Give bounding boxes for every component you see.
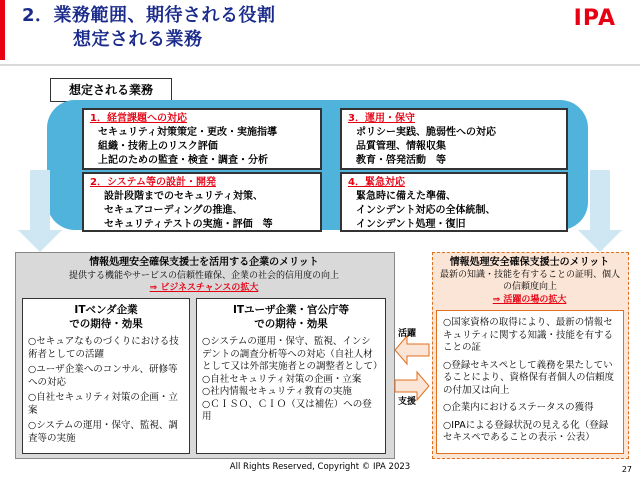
user-item: ○社内情報セキュリティ教育の実施 (202, 386, 352, 397)
task-line: 教育・啓発活動 等 (356, 155, 446, 166)
user-head2: での期待・効果 (254, 318, 328, 330)
left-arrow (395, 336, 429, 364)
page-number: 27 (621, 465, 632, 474)
company-merit-highlight-text: ⇒ ビジネスチャンスの拡大 (149, 283, 259, 293)
flow-arrows (0, 160, 640, 260)
task-line: インシデント対応の全体統制、 (356, 205, 496, 216)
title-line1: 2．業務範囲、期待される役割 (22, 5, 276, 26)
person-merit-title: 情報処理安全確保支援士のメリット (449, 257, 610, 268)
task-heading: 4．緊急対応 (348, 177, 405, 188)
header-divider (0, 64, 640, 66)
person-merit-box (436, 310, 624, 454)
task-line: 緊急時に備えた準備、 (356, 191, 456, 202)
person-merit-highlight-text: ⇒ 活躍の場の拡大 (492, 295, 567, 305)
user-item: ○システムの運用・保守、監視、インシデントの調査分析等への対応（自社人材として又は外部実施者との調整者として） (202, 336, 383, 372)
task-line: 上記のための監査・検査・調査・分析 (98, 155, 268, 166)
user-item: ○ＣＩＳＯ、ＣＩＯ（又は補佐）への登用 (202, 398, 372, 422)
task-heading: 3．運用・保守 (348, 113, 415, 124)
task-line: セキュアコーディングの推進、 (104, 205, 243, 216)
task-line: 設計段階までのセキュリティ対策、 (104, 191, 263, 202)
page-title (22, 4, 276, 52)
task-line: セキュリティ対策策定・更改・実施指導 (98, 127, 277, 138)
vendor-item: ○ユーザ企業へのコンサル、研修等への対応 (28, 364, 178, 388)
vendor-head1: ITベンダ企業 (74, 304, 138, 316)
user-box (196, 298, 386, 454)
person-item: ○国家資格の取得により、最新の情報セキュリティに関する知識・技能を有することの証 (443, 317, 614, 353)
active-label: 活躍 (398, 329, 417, 339)
task-line: 組織・技術上のリスク評価 (98, 141, 218, 152)
company-merit-desc: 提供する機能やサービスの信頼性確保、企業の社会的信用度の向上 (68, 271, 339, 281)
left-down-arrow (18, 170, 62, 252)
user-item: ○自社セキュリティ対策の企画・立案 (202, 373, 362, 385)
vendor-item: ○システムの運用・保守、監視、調査等の実施 (28, 420, 178, 444)
tasks-section-label: 想定される業務 (50, 78, 172, 102)
accent-bar (0, 0, 5, 60)
vendor-box (22, 298, 190, 454)
copyright: All Rights Reserved, Copyright © IPA 2023 (229, 462, 411, 472)
right-down-arrow (578, 170, 622, 252)
title-line2: 想定される業務 (73, 29, 203, 50)
person-item: ○IPAによる登録状況の見える化（登録セキスペであることの表示・公表） (443, 419, 609, 443)
support-label: 支援 (398, 397, 417, 407)
task-line: ポリシー実践、脆弱性への対応 (356, 127, 496, 138)
task-heading: 1．経営課題への対応 (90, 113, 187, 124)
vendor-item: ○セキュアなものづくりにおける技術者としての活躍 (28, 336, 179, 360)
company-merit-highlight (15, 282, 393, 294)
person-item: ○企業内におけるステータスの獲得 (443, 402, 594, 413)
person-merit-desc: 最新の知識・技能を有することの証明、個人の信頼度向上 (440, 270, 621, 292)
ipa-logo: IPA (573, 6, 616, 31)
task-line: インシデント処理・復旧 (356, 219, 466, 230)
vendor-head2: での期待・効果 (69, 318, 143, 330)
person-merit-highlight (432, 294, 627, 306)
task-line: セキュリティテストの実施・評価 等 (104, 219, 273, 230)
vendor-item: ○自社セキュリティ対策の企画・立案 (28, 392, 178, 416)
user-head1: ITユーザ企業・官公庁等 (232, 304, 350, 316)
person-item: ○登録セキスペとして義務を果たしていることにより、資格保有者個人の信頼度の付加又は向上 (443, 359, 615, 396)
task-heading: 2．システム等の設計・開発 (90, 177, 216, 188)
company-merit-title: 情報処理安全確保支援士を活用する企業のメリット (89, 257, 319, 268)
task-line: 品質管理、情報収集 (356, 141, 446, 152)
